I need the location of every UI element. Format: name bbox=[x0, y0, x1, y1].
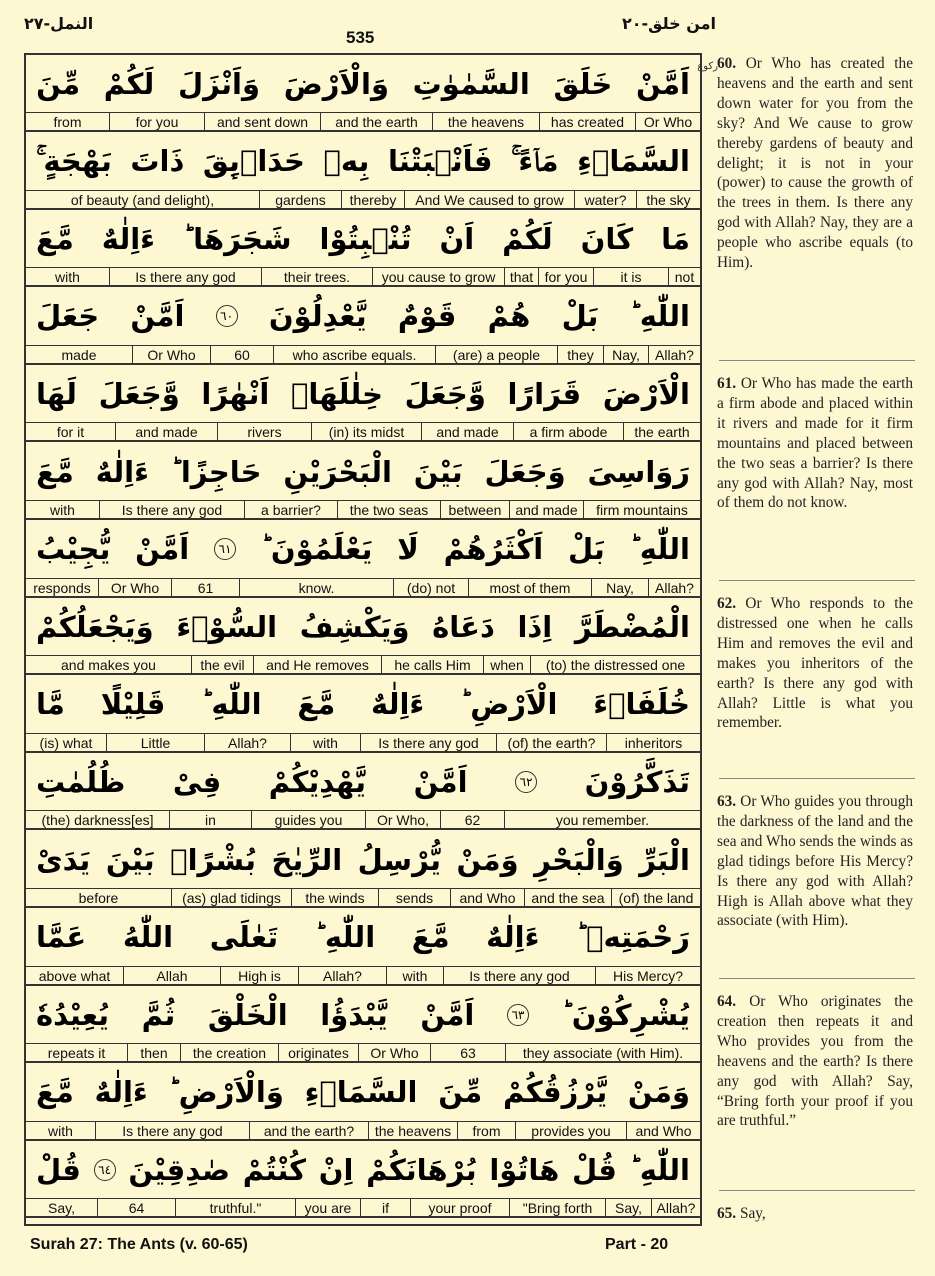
arabic-word: اللّٰهِ ؕ bbox=[201, 687, 262, 722]
arabic-word: مَّعَ bbox=[297, 687, 336, 722]
verse-number: 65. bbox=[717, 1205, 737, 1222]
translation-text: Or Who has made the earth a firm abode and placed within it rivers and made for it firm mountains and placed between the two seas a barrier? Is there any god with Allah? Nay, most of them do not know. bbox=[717, 375, 913, 512]
arabic-word: بُشْرًاۢ bbox=[170, 842, 256, 877]
arabic-word: تَذَكَّرُوْنَ bbox=[584, 764, 690, 799]
arabic-word: اللّٰهِ ؕ bbox=[629, 532, 690, 567]
arabic-word: وَيَجْعَلُكُمْ bbox=[36, 609, 154, 644]
arabic-word: يَّرْزُقُكُمْ bbox=[502, 1075, 608, 1110]
arabic-word: يَعْلَمُوْنَ ؕ bbox=[260, 532, 373, 567]
arabic-word: فِىْ bbox=[172, 764, 222, 799]
arabic-word: بَلْ bbox=[568, 532, 605, 567]
header-juz-title: امن خلق-٢٠ bbox=[622, 14, 717, 33]
english-gloss-cell: 64 bbox=[97, 1199, 175, 1216]
english-gloss-cell: then bbox=[127, 1044, 180, 1061]
arabic-word: فَاَنْۢبَتْنَا bbox=[387, 144, 493, 179]
arabic-word: حَدَاۤىِٕقَ bbox=[202, 144, 305, 179]
english-gloss-cell: and makes you bbox=[61, 657, 156, 674]
arabic-text-row bbox=[26, 1064, 700, 1121]
arabic-word: بَلْ bbox=[561, 299, 599, 334]
english-gloss-cell: Allah? bbox=[298, 967, 386, 984]
arabic-word: السَّمَاۤءِ bbox=[304, 1075, 418, 1110]
english-gloss-cell: a firm abode bbox=[513, 423, 623, 440]
english-gloss-cell: (to) the distressed one bbox=[530, 656, 700, 673]
english-gloss-cell: the heavens bbox=[368, 1122, 457, 1139]
section-divider bbox=[719, 778, 915, 779]
arabic-word: وَالْاَرْضَ bbox=[283, 66, 389, 101]
english-gloss-row bbox=[26, 888, 700, 908]
english-gloss-row bbox=[26, 112, 700, 132]
english-gloss-row bbox=[26, 500, 700, 520]
english-gloss-row bbox=[26, 1198, 700, 1218]
arabic-word: قَرَارًا bbox=[507, 376, 582, 411]
english-gloss-cell: from bbox=[53, 114, 82, 130]
arabic-word: عَمَّا bbox=[36, 920, 87, 955]
arabic-word: اَمَّنْ bbox=[135, 532, 190, 567]
english-gloss-cell: and made bbox=[115, 423, 217, 440]
english-gloss-cell: (are) a people bbox=[435, 346, 557, 363]
arabic-word: حَاجِزًا ؕ bbox=[170, 454, 262, 489]
english-gloss-cell: above what bbox=[38, 967, 111, 984]
arabic-word: مَّعَ bbox=[36, 1075, 74, 1110]
arabic-word: اللّٰهِ ؕ bbox=[629, 1152, 690, 1187]
verse-line bbox=[26, 210, 700, 287]
english-gloss-cell: High is bbox=[220, 967, 298, 984]
english-gloss-cell: that bbox=[504, 268, 538, 285]
english-gloss-cell: Or Who bbox=[635, 113, 700, 130]
english-gloss-cell: in bbox=[169, 811, 251, 828]
english-gloss-cell: for you bbox=[538, 268, 593, 285]
verse-number: 64. bbox=[717, 993, 737, 1010]
arabic-word: بِهٖ bbox=[323, 144, 370, 179]
english-gloss-cell: thereby bbox=[341, 191, 404, 208]
arabic-word: بُرْهَانَكُمْ bbox=[366, 1152, 477, 1187]
page-number: 535 bbox=[346, 28, 375, 47]
english-gloss-row bbox=[26, 578, 700, 598]
arabic-text-row bbox=[26, 1141, 700, 1198]
english-gloss-cell: not bbox=[668, 268, 700, 285]
english-gloss-cell: originates bbox=[278, 1044, 358, 1061]
english-gloss-cell: and the earth? bbox=[249, 1122, 368, 1139]
english-gloss-cell: of beauty (and delight), bbox=[70, 191, 215, 208]
arabic-word: ظُلُمٰتِ bbox=[36, 764, 126, 799]
footer-surah: Surah 27: The Ants (v. 60-65) bbox=[30, 1236, 248, 1253]
arabic-word: ءَاِلٰهٌ bbox=[95, 454, 149, 489]
english-gloss-cell: provides you bbox=[515, 1122, 626, 1139]
english-gloss-row bbox=[26, 345, 700, 365]
arabic-word: مِّنَ bbox=[36, 66, 81, 101]
english-gloss-cell: the creation bbox=[180, 1044, 278, 1061]
arabic-word: قُلْ bbox=[36, 1152, 81, 1187]
arabic-word: اَمَّنْ bbox=[636, 66, 690, 101]
verse-number: 60. bbox=[717, 55, 737, 72]
arabic-word: بَيْنَ bbox=[413, 454, 463, 489]
arabic-word: الْبَرِّ bbox=[639, 842, 690, 877]
english-gloss-row bbox=[26, 267, 700, 287]
english-gloss-cell: rivers bbox=[217, 423, 311, 440]
english-gloss-cell: your proof bbox=[410, 1199, 509, 1216]
arabic-word: اللّٰهُ bbox=[122, 920, 174, 955]
verse-line bbox=[26, 598, 700, 675]
arabic-word: وَمَنْ bbox=[627, 1075, 690, 1110]
arabic-word: ءَاِلٰهٌ bbox=[486, 920, 540, 955]
verse-number-marker: ٦٤ bbox=[94, 1159, 116, 1181]
arabic-word: وَّجَعَلَ bbox=[98, 376, 180, 411]
arabic-text-row bbox=[26, 909, 700, 966]
english-gloss-cell: and the earth bbox=[320, 113, 432, 130]
english-gloss-cell: the sky bbox=[636, 191, 700, 208]
arabic-word: السَّمٰوٰتِ bbox=[412, 66, 530, 101]
arabic-word: تُنْۢبِتُوْا bbox=[319, 221, 412, 256]
english-gloss-row bbox=[26, 810, 700, 830]
english-gloss-cell: 60 bbox=[210, 346, 273, 363]
english-gloss-cell: Is there any god bbox=[109, 268, 261, 285]
arabic-word: لَكُمْ bbox=[103, 66, 155, 101]
arabic-word: مَّا bbox=[36, 687, 65, 722]
verse-number: 63. bbox=[717, 793, 737, 810]
verse-line bbox=[26, 521, 700, 598]
arabic-word: اَكْثَرُهُمْ bbox=[443, 532, 544, 567]
english-gloss-cell: gardens bbox=[259, 191, 341, 208]
english-gloss-cell: the two seas bbox=[337, 501, 440, 518]
verse-line bbox=[26, 986, 700, 1063]
english-gloss-cell: and Who bbox=[450, 889, 524, 906]
english-gloss-cell: Or Who bbox=[358, 1044, 430, 1061]
english-gloss-cell: most of them bbox=[468, 579, 591, 596]
english-gloss-row bbox=[26, 1121, 700, 1141]
arabic-word: ثُمَّ bbox=[141, 997, 176, 1032]
arabic-word: هُمْ bbox=[487, 299, 531, 334]
arabic-word: مِّنَ bbox=[438, 1075, 483, 1110]
arabic-word: كُنْتُمْ bbox=[242, 1152, 307, 1187]
english-gloss-cell: know. bbox=[239, 579, 393, 596]
arabic-word: لَكُمْ bbox=[502, 221, 553, 256]
arabic-word: مَّعَ bbox=[36, 221, 74, 256]
english-gloss-cell: it is bbox=[593, 268, 668, 285]
translation-text: Or Who originates the creation then repeats it and Who provides you from the heavens and the earth? Is there any god with Allah? Say, “Bring forth your proof if you are truthful.” bbox=[717, 993, 913, 1130]
arabic-word: ءَاِلٰهٌ bbox=[371, 687, 425, 722]
english-gloss-cell: 61 bbox=[171, 579, 239, 596]
arabic-word: اللّٰهِ ؕ bbox=[314, 920, 376, 955]
arabic-text-row bbox=[26, 986, 700, 1043]
arabic-word: بَهْجَةٍ ۚ bbox=[36, 143, 112, 178]
english-gloss-cell: water? bbox=[574, 191, 636, 208]
arabic-word: لَهَا bbox=[36, 376, 77, 411]
english-gloss-cell: their trees. bbox=[261, 268, 372, 285]
english-gloss-cell: (of) the land bbox=[611, 889, 700, 906]
arabic-word: يُشْرِكُوْنَ ؕ bbox=[561, 997, 690, 1032]
english-gloss-cell: they associate (with Him). bbox=[505, 1044, 700, 1061]
english-gloss-cell: between bbox=[440, 501, 509, 518]
arabic-word: الْاَرْضَ bbox=[602, 376, 690, 411]
english-gloss-cell: Or Who bbox=[98, 579, 171, 596]
arabic-word: يَدَىْ bbox=[36, 842, 91, 877]
arabic-word: الْمُضْطَرَّ bbox=[574, 609, 690, 644]
english-gloss-cell: and sent down bbox=[204, 113, 320, 130]
english-gloss-cell: and Who bbox=[626, 1122, 700, 1139]
english-gloss-cell: Or Who bbox=[132, 346, 210, 363]
english-gloss-cell: His Mercy? bbox=[595, 967, 700, 984]
arabic-text-row bbox=[26, 598, 700, 655]
arabic-word: ءَاِلٰهٌ bbox=[101, 221, 156, 256]
english-gloss-cell: repeats it bbox=[47, 1045, 106, 1062]
english-gloss-cell: inheritors bbox=[606, 734, 700, 751]
english-gloss-cell: Little bbox=[106, 734, 204, 751]
english-gloss-cell: you are bbox=[295, 1199, 360, 1216]
english-gloss-cell: for you bbox=[109, 113, 204, 130]
arabic-text-row bbox=[26, 443, 700, 500]
arabic-word: قَوْمٌ bbox=[397, 299, 457, 334]
verse-line bbox=[26, 909, 700, 986]
english-gloss-row bbox=[26, 655, 700, 675]
arabic-word: مَّعَ bbox=[411, 920, 450, 955]
english-gloss-cell: responds bbox=[33, 579, 91, 596]
english-gloss-cell: 63 bbox=[430, 1044, 505, 1061]
arabic-text-row bbox=[26, 288, 700, 345]
arabic-word: كَانَ bbox=[580, 221, 634, 256]
translation-paragraph bbox=[717, 594, 913, 733]
arabic-word: اَنْهٰرًا bbox=[201, 376, 270, 411]
arabic-word: اَمَّنْ bbox=[130, 299, 185, 334]
arabic-word: خَلَقَ bbox=[553, 66, 613, 101]
footer-part: Part - 20 bbox=[605, 1236, 669, 1253]
arabic-word: رَوَاسِىَ bbox=[587, 454, 690, 489]
verse-line bbox=[26, 133, 700, 210]
arabic-word: هَاتُوْا bbox=[489, 1152, 560, 1187]
arabic-word: يُعِيْدُهٗ bbox=[36, 997, 109, 1032]
english-gloss-cell: the winds bbox=[291, 889, 378, 906]
english-gloss-cell: Nay, bbox=[603, 346, 648, 363]
english-gloss-cell: the heavens bbox=[432, 113, 539, 130]
arabic-word: قَلِيْلًا bbox=[100, 687, 166, 722]
english-gloss-cell: guides you bbox=[251, 811, 365, 828]
english-gloss-cell: the evil bbox=[191, 656, 253, 673]
english-gloss-cell: with bbox=[48, 1122, 73, 1139]
english-gloss-cell: made bbox=[61, 346, 97, 363]
english-gloss-cell: with bbox=[55, 269, 80, 286]
english-gloss-cell: a barrier? bbox=[244, 501, 337, 518]
english-gloss-cell: (as) glad tidings bbox=[171, 889, 291, 906]
arabic-word: لَا bbox=[397, 532, 419, 567]
arabic-text-row bbox=[26, 521, 700, 578]
verse-line bbox=[26, 365, 700, 442]
header-surah-title: النمل-٢٧ bbox=[24, 14, 94, 33]
verse-line bbox=[26, 1141, 700, 1218]
english-gloss-cell: the earth bbox=[623, 423, 700, 440]
verse-number-marker: ٦٠ bbox=[216, 305, 238, 327]
english-gloss-cell: Is there any god bbox=[95, 1122, 249, 1139]
section-divider bbox=[719, 978, 915, 979]
translation-paragraph bbox=[717, 792, 913, 931]
verse-line bbox=[26, 753, 700, 830]
english-gloss-cell: with bbox=[50, 502, 75, 518]
english-gloss-cell: Allah? bbox=[651, 1199, 700, 1216]
verse-line bbox=[26, 55, 700, 132]
arabic-word: اللّٰهِ ؕ bbox=[629, 299, 690, 334]
arabic-word: رَحْمَتِهٖ ؕ bbox=[576, 920, 690, 955]
english-gloss-cell: firm mountains bbox=[583, 501, 700, 518]
section-divider bbox=[719, 360, 915, 361]
arabic-word: وَالْبَحْرِ bbox=[534, 842, 624, 877]
english-gloss-cell: has created bbox=[539, 113, 635, 130]
verse-number: 62. bbox=[717, 595, 737, 612]
arabic-word: وَالْاَرْضِ ؕ bbox=[168, 1075, 284, 1110]
arabic-word: اَمَّنْ bbox=[420, 997, 475, 1032]
arabic-text-row bbox=[26, 365, 700, 422]
english-gloss-cell: And We caused to grow bbox=[404, 191, 574, 208]
verse-number-marker: ٦٣ bbox=[507, 1004, 529, 1026]
arabic-word: السَّمَاۤءِ bbox=[577, 144, 690, 179]
english-gloss-row bbox=[26, 966, 700, 986]
english-gloss-cell: from bbox=[457, 1122, 515, 1139]
arabic-word: الرِّيٰحَ bbox=[271, 842, 343, 877]
english-gloss-cell: "Bring forth bbox=[509, 1199, 605, 1216]
english-gloss-cell: Allah? bbox=[648, 346, 700, 363]
arabic-word: الْبَحْرَيْنِ bbox=[283, 454, 392, 489]
arabic-word: السُّوْۤءَ bbox=[176, 609, 278, 644]
verse-number: 61. bbox=[717, 375, 737, 392]
english-gloss-cell: 62 bbox=[440, 811, 504, 828]
translation-paragraph bbox=[717, 374, 913, 513]
english-gloss-cell: he calls Him bbox=[381, 656, 483, 673]
english-gloss-cell: if bbox=[360, 1199, 410, 1216]
arabic-text-row bbox=[26, 133, 700, 190]
translation-text: Say, bbox=[739, 1205, 766, 1222]
arabic-word: اِنْ bbox=[318, 1152, 354, 1187]
english-gloss-cell: truthful." bbox=[175, 1199, 295, 1216]
arabic-word: اِذَا bbox=[517, 609, 553, 644]
arabic-word: اَنْ bbox=[439, 221, 475, 256]
arabic-text-row bbox=[26, 676, 700, 733]
english-gloss-cell: Allah? bbox=[648, 579, 700, 596]
english-gloss-cell: before bbox=[78, 890, 119, 906]
arabic-word: مَا bbox=[661, 221, 690, 256]
verse-line bbox=[26, 676, 700, 753]
arabic-word: قُلْ bbox=[572, 1152, 617, 1187]
arabic-word: بَيْنَ bbox=[105, 842, 155, 877]
arabic-word: جَعَلَ bbox=[36, 299, 100, 334]
verse-line bbox=[26, 831, 700, 908]
arabic-word: وَيَكْشِفُ bbox=[299, 609, 410, 644]
arabic-word: دَعَاهُ bbox=[432, 609, 495, 644]
section-divider bbox=[719, 1190, 915, 1191]
verse-line bbox=[26, 443, 700, 520]
arabic-word: ذَاتَ bbox=[130, 144, 185, 179]
english-gloss-cell: who ascribe equals. bbox=[273, 346, 435, 363]
translation-text: Or Who guides you through the darkness of the land and the sea and Who sends the winds as glad tidings before His Mercy? Is there any god with Allah? High is Allah above what they associate (with Him). bbox=[717, 793, 913, 930]
english-gloss-cell: you remember. bbox=[504, 811, 700, 828]
english-gloss-cell: you cause to grow bbox=[372, 268, 504, 285]
arabic-word: وَاَنْزَلَ bbox=[177, 66, 261, 101]
translation-text: Or Who has created the heavens and the earth and sent down water for you from the sky? And We cause to grow thereby gardens of beauty and delight; it is not in your (power) to cause the growth of the trees in them. Is there any god with Allah? Nay, they are a people who ascribe equals (to Him). bbox=[717, 55, 913, 272]
arabic-word: خِلٰلَهَاۤ bbox=[291, 376, 384, 411]
arabic-word: يَّهْدِيْكُمْ bbox=[268, 764, 367, 799]
arabic-word: يَّبْدَؤُا bbox=[320, 997, 388, 1032]
arabic-word: وَجَعَلَ bbox=[484, 454, 566, 489]
arabic-word: الْخَلْقَ bbox=[207, 997, 288, 1032]
verse-number-marker: ٦٢ bbox=[515, 771, 537, 793]
arabic-word: وَّجَعَلَ bbox=[404, 376, 486, 411]
english-gloss-cell: with bbox=[386, 967, 443, 984]
english-gloss-cell: Say, bbox=[48, 1200, 75, 1217]
english-gloss-row bbox=[26, 733, 700, 753]
verse-number-marker: ٦١ bbox=[214, 538, 236, 560]
english-gloss-cell: Nay, bbox=[591, 579, 648, 596]
english-gloss-cell: for it bbox=[56, 424, 85, 441]
arabic-word: يُّجِيْبُ bbox=[36, 532, 111, 567]
english-gloss-cell: sends bbox=[378, 889, 450, 906]
english-gloss-cell: and made bbox=[509, 501, 583, 518]
arabic-text-row bbox=[26, 753, 700, 810]
verse-line bbox=[26, 288, 700, 365]
english-gloss-cell: (do) not bbox=[393, 579, 468, 596]
arabic-word: شَجَرَهَا ؕ bbox=[183, 221, 292, 256]
english-gloss-cell: (of) the earth? bbox=[496, 734, 606, 751]
english-gloss-cell: Allah? bbox=[204, 734, 290, 751]
ruku-marker: ركوع bbox=[697, 61, 718, 72]
english-gloss-cell: and made bbox=[421, 423, 513, 440]
arabic-word: يُّرْسِلُ bbox=[357, 842, 442, 877]
english-gloss-cell: they bbox=[557, 346, 603, 363]
page-header bbox=[0, 0, 935, 52]
verse-line bbox=[26, 1064, 700, 1141]
section-divider bbox=[719, 580, 915, 581]
english-gloss-cell: when bbox=[483, 656, 530, 673]
english-gloss-cell: (the) darkness[es] bbox=[41, 812, 154, 829]
english-gloss-cell: Is there any god bbox=[443, 967, 595, 984]
english-gloss-row bbox=[26, 1043, 700, 1063]
english-gloss-cell: and He removes bbox=[253, 656, 381, 673]
english-gloss-cell: Is there any god bbox=[99, 501, 244, 518]
english-gloss-cell: Or Who, bbox=[365, 811, 440, 828]
arabic-word: مَاۤءً ۚ bbox=[511, 143, 559, 178]
english-gloss-cell: and the sea bbox=[524, 889, 611, 906]
english-gloss-cell: Allah bbox=[123, 967, 220, 984]
arabic-text-row bbox=[26, 831, 700, 888]
english-gloss-row bbox=[26, 190, 700, 210]
translation-paragraph bbox=[717, 992, 913, 1131]
word-by-word-grid bbox=[24, 53, 702, 1226]
translation-paragraph bbox=[717, 1204, 913, 1224]
arabic-word: وَمَنْ bbox=[456, 842, 519, 877]
english-gloss-cell: Say, bbox=[605, 1199, 651, 1216]
english-gloss-cell: (in) its midst bbox=[311, 423, 421, 440]
arabic-word: يَّعْدِلُوْنَ bbox=[268, 299, 367, 334]
arabic-word: اَمَّنْ bbox=[413, 764, 468, 799]
english-gloss-cell: with bbox=[290, 734, 360, 751]
translation-paragraph bbox=[717, 54, 913, 273]
translation-text: Or Who responds to the distressed one when he calls Him and removes the evil and makes you inheritors of the earth? Is there any god with Allah? Little is what you remember. bbox=[717, 595, 913, 732]
arabic-word: ءَاِلٰهٌ bbox=[94, 1075, 148, 1110]
arabic-word: خُلَفَاۤءَ bbox=[593, 687, 690, 722]
english-gloss-cell: (is) what bbox=[39, 734, 93, 751]
arabic-word: الْاَرْضِ ؕ bbox=[460, 687, 558, 722]
arabic-word: مَّعَ bbox=[36, 454, 74, 489]
arabic-word: صٰدِقِيْنَ bbox=[128, 1152, 231, 1187]
arabic-text-row bbox=[26, 55, 700, 112]
arabic-text-row bbox=[26, 210, 700, 267]
english-gloss-row bbox=[26, 422, 700, 442]
english-gloss-cell: Is there any god bbox=[360, 734, 496, 751]
arabic-word: تَعٰلَى bbox=[209, 920, 279, 955]
